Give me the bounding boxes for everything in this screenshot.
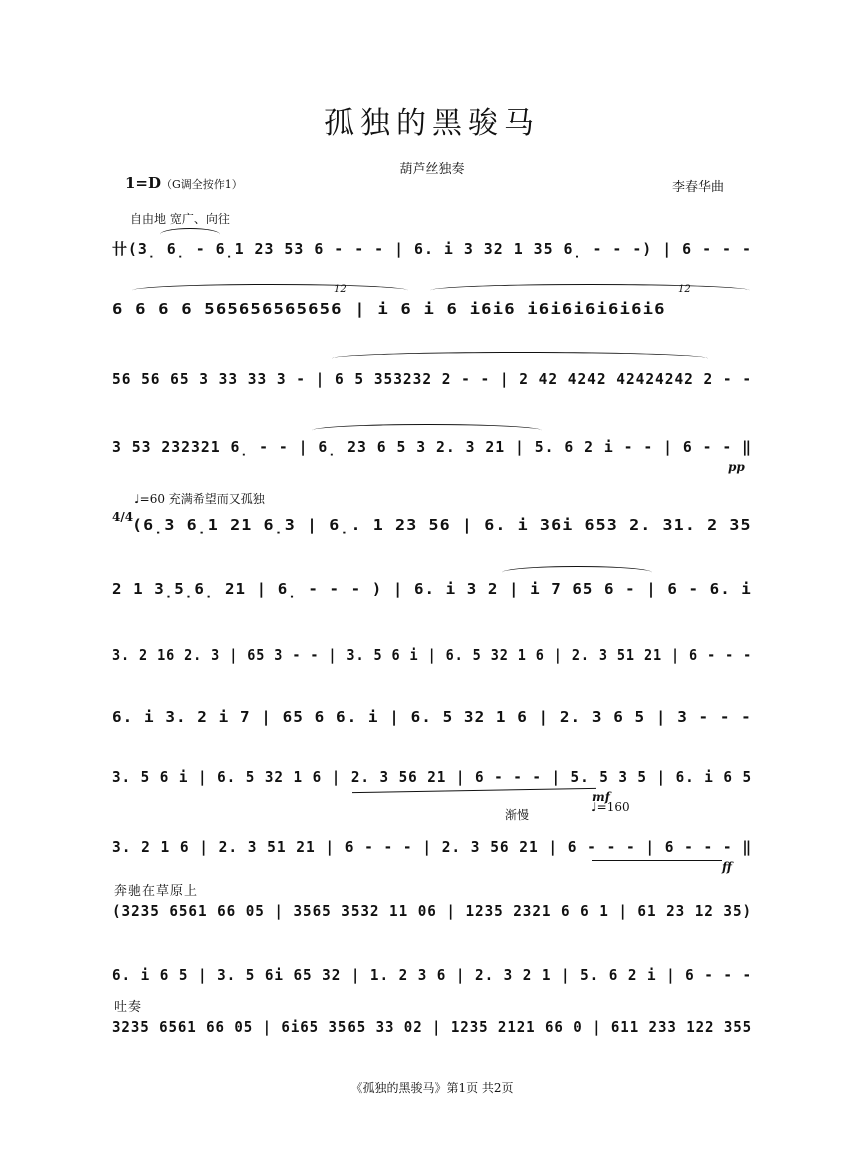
crescendo-hairpin (592, 860, 722, 871)
notes-line-12: 6. i 6 5 | 3. 5 6i 65 32 | 1. 2 3 6 | 2. 3 2 1 | 5. 6 2 i | 6 - - - (112, 966, 753, 984)
slur (132, 284, 408, 297)
direction-intro: 自由地 宽广、向往 (130, 212, 230, 226)
notes-line-9: 3. 5 6 i | 6. 5 32 1 6 | 2. 3 56 21 | 6 - - - | 5. 5 3 5 | 6. i 6 5 (112, 768, 753, 786)
notes-line-3: 56 56 65 3 33 33 3 - | 6 5 353232 2 - - | 2 42 4242 42424242 2 - - (112, 370, 753, 388)
key-signature-label: 1=D (125, 174, 162, 192)
notes-line-6: 2 1 3̣5̣6̣ 21 | 6̣ - - - ) | 6. i 3 2 | i 7 65 6 - | 6 - 6. i (112, 580, 752, 598)
slur (430, 284, 750, 297)
key-note: （G调全按作1） (161, 178, 243, 191)
slur (502, 566, 652, 579)
slur (332, 352, 708, 365)
score-line-12 (112, 966, 752, 1000)
score-line-4 (112, 438, 752, 472)
page-title: 孤独的黑骏马 (324, 106, 540, 141)
direction-tempo2: ♩=160 (591, 800, 630, 814)
page-footer: 《孤独的黑骏马》第1页 共2页 (350, 1081, 514, 1095)
score-line-1 (112, 238, 752, 272)
time-signature: 4/4 (112, 510, 134, 524)
score-line-7 (112, 646, 752, 680)
dynamic-ff: ff (722, 860, 732, 874)
notes-line-1: 卄(3̣ 6̣ - 6̣1 23 53 6 - - - | 6. i 3 32 1 35 6̣ - - -) | 6 - - - (112, 240, 752, 258)
notes-line-8: 6. i 3. 2 i 7 | 65 6 6. i | 6. 5 32 1 6 | 2. 3 6 5 | 3 - - - (112, 708, 752, 726)
score-line-8 (112, 708, 752, 742)
dynamic-pp: pp (728, 460, 745, 474)
score-line-11 (112, 902, 752, 936)
score-line-2 (112, 284, 752, 334)
score-line-9 (112, 768, 752, 802)
notes-line-4: 3 53 232321 6̣ - - | 6̣ 23 6 5 3 2. 3 21 | 5. 6 2 i - - | 6 - - ‖ (112, 438, 752, 456)
notes-line-7: 3. 2 16 2. 3 | 65 3 - - | 3. 5 6 i | 6. 5 32 1 6 | 2. 3 51 21 | 6 - - - (112, 646, 753, 664)
subtitle: 葫芦丝独奏 (399, 162, 465, 177)
notes-line-11: (3235 6561 66 05 | 3565 3532 11 06 | 1235 2321 6 6 1 | 61 23 12 35) (112, 902, 753, 920)
slur (312, 424, 542, 437)
score-line-10 (112, 838, 752, 872)
key-signature (125, 174, 243, 192)
notes-line-5: (6̣3 6̣1 21 6̣3 | 6̣. 1 23 56 | 6. i 36i 653 2. 31. 2 35 (132, 516, 752, 534)
tuplet-label: 12 (678, 284, 691, 295)
direction-tempo1: ♩=60 充满希望而又孤独 (134, 492, 265, 506)
score-line-5 (132, 516, 752, 550)
score-line-3 (112, 370, 752, 404)
direction-section3: 吐奏 (114, 1000, 143, 1015)
tuplet-label: 12 (334, 284, 347, 295)
score-line-6 (112, 580, 752, 614)
crescendo-hairpin (352, 788, 596, 803)
direction-rit: 渐慢 (505, 808, 530, 822)
direction-section2: 奔驰在草原上 (114, 884, 199, 899)
dynamic-mf: mf (592, 790, 610, 804)
notes-line-13: 3235 6561 66 05 | 6i65 3565 33 02 | 1235 2121 66 0 | 611 233 122 355 (112, 1018, 753, 1036)
score-line-13 (112, 1018, 752, 1052)
composer: 李春华曲 (672, 180, 725, 195)
notes-line-2: 6 6 6 6 565656565656 | i 6 i 6 i6i6 i6i6i6i6i6i6 (112, 300, 666, 318)
notes-line-10: 3. 2 1 6 | 2. 3 51 21 | 6 - - - | 2. 3 56 21 | 6 - - - | 6 - - - ‖ (112, 838, 753, 856)
